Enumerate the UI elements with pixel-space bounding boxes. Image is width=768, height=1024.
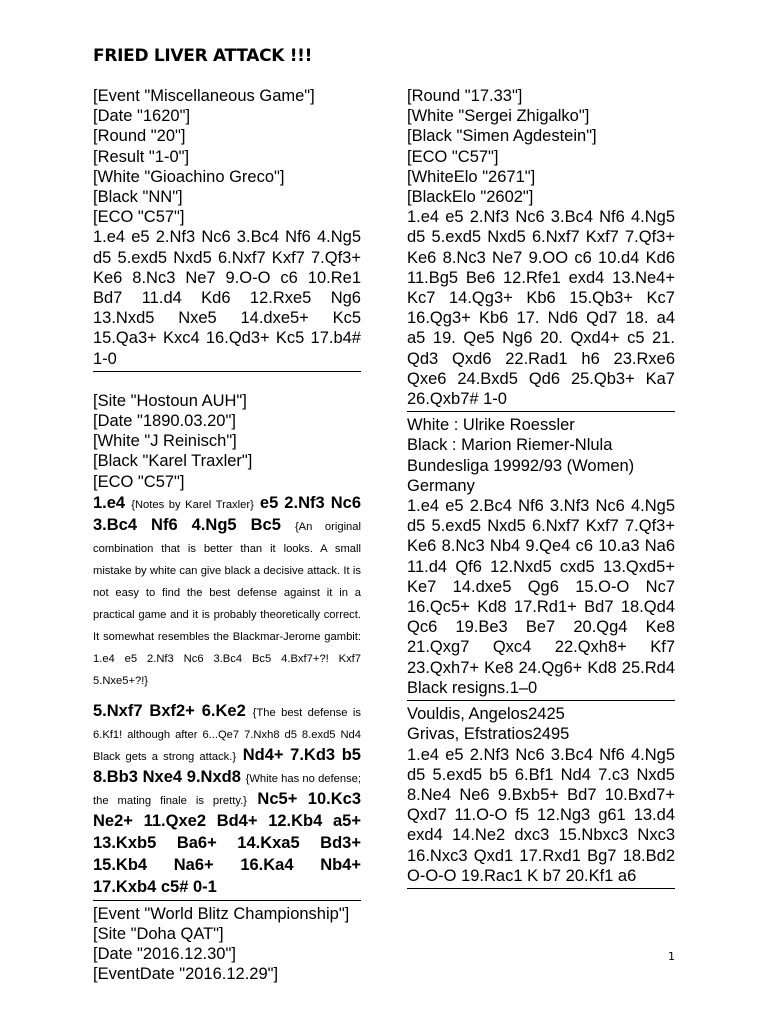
pgn-header: [BlackElo "2602"] <box>407 188 534 207</box>
pgn-header: [ECO "C57"] <box>93 472 185 491</box>
pgn-header: [ECO "C57"] <box>407 147 499 166</box>
divider <box>407 411 675 412</box>
game1-headers <box>93 86 361 227</box>
divider <box>407 888 675 889</box>
pgn-header: [Site "Hostoun AUH"] <box>93 391 247 410</box>
game2-note: {White has no defense; the mating finale is pretty.} <box>93 772 361 807</box>
divider <box>93 900 361 901</box>
right-column <box>407 86 675 892</box>
game2-moves: Nd4+ 7.Kd3 b5 8.Bb3 Nxe4 9.Nxd8 <box>93 745 361 786</box>
pgn-header: [Black "Karel Traxler"] <box>93 452 253 471</box>
game1-moves: 1.e4 e5 2.Nf3 Nc6 3.Bc4 Nf6 4.Ng5 d5 5.exd5 Nxd5 6.Nxf7 Kxf7 7.Qf3+ Ke6 8.Nc3 Ne7 9.O-O c6 10.Re1 Bd7 11.d4 Kd6 12.Rxe5 Ng6 13.Nxd5 Nxe5 14.dxe5+ Kc5 15.Qa3+ Kxc4 16.Qd3+ Kc5 17.b4# 1-0 <box>93 228 361 368</box>
game2-annotated-moves-continued <box>93 700 361 898</box>
game5-moves: 1.e4 e5 2.Nf3 Nc6 3.Bc4 Nf6 4.Ng5 d5 5.exd5 b5 6.Bf1 Nd4 7.c3 Nxd5 8.Ne4 Ne6 9.Bxb5+ Bd7 10.Bxd7+ Qxd7 11.O-O f5 12.Ng3 g61 13.d4 exd4 14.Ne2 dxc3 15.Nbxc3 Nxc3 16.Nxc3 Qxd1 17.Rxd1 Bg7 18.Bd2 O-O-O 19.Rac1 K b7 20.Kf1 a6 <box>407 745 675 885</box>
game2-moves: 1.e4 <box>93 493 126 512</box>
pgn-header: [Date "2016.12.30"] <box>93 945 236 964</box>
divider <box>93 371 361 372</box>
game4-moves: 1.e4 e5 2.Bc4 Nf6 3.Nf3 Nc6 4.Ng5 d5 5.exd5 Nxd5 6.Nxf7 Kxf7 7.Qf3+ Ke6 8.Nc3 Nb4 9.Qe4 c6 10.a3 Na6 11.d4 Qf6 12.Nxd5 cxd5 13.Qxd5+ Ke7 14.dxe5 Qg6 15.O-O Nc7 16.Qc5+ Kd8 17.Rd1+ Bd7 18.Qd4 Qc6 19.Be3 Be7 20.Qg4 Ke8 21.Qxg7 Qxc4 22.Qxh8+ Kf7 23.Qxh7+ Ke8 24.Qg6+ Kd8 25.Rd4 Black resigns.1–0 <box>407 497 675 697</box>
game2-moves: Nc5+ 10.Kc3 Ne2+ 11.Qxe2 Bd4+ 12.Kb4 a5+ 13.Kxb5 Ba6+ 14.Kxa5 Bd3+ 15.Kb4 Na6+ 16.Ka4 Nb4+ 17.Kxb4 c5# 0-1 <box>93 789 362 896</box>
left-column <box>93 86 361 985</box>
page-title: FRIED LIVER ATTACK !!! <box>93 46 313 66</box>
game2-headers <box>93 391 361 492</box>
game4-header: White : Ulrike Roessler <box>407 416 575 435</box>
pgn-header: [Event "Miscellaneous Game"] <box>93 87 315 105</box>
game2-moves: 5.Nxf7 Bxf2+ 6.Ke2 <box>93 701 246 720</box>
page-number: 1 <box>668 950 675 963</box>
pgn-header: [WhiteElo "2671"] <box>407 167 536 186</box>
pgn-header: [White "J Reinisch"] <box>93 432 237 451</box>
game4-header: Germany <box>407 476 475 495</box>
game3-moves: 1.e4 e5 2.Nf3 Nc6 3.Bc4 Nf6 4.Ng5 d5 5.exd5 Nxd5 6.Nxf7 Kxf7 7.Qf3+ Ke6 8.Nc3 Ne7 9.OO c6 10.d4 Kd6 11.Bg5 Be6 12.Rfe1 exd4 13.Ne4+ Kc7 14.Qg3+ Kb6 15.Qb3+ Kc7 16.Qg3+ Kb6 17. Nd6 Qd7 18. a4 a5 19. Qe5 Ng6 20. Qxd4+ c5 21. Qd3 Qxd6 22.Rad1 h6 23.Rxe6 Qxe6 24.Bxd5 Qd6 25.Qb3+ Ka7 26.Qxb7# 1-0 <box>407 208 675 409</box>
divider <box>407 700 675 701</box>
game2-moves: e5 2.Nf3 Nc6 3.Bc4 Nf6 4.Ng5 Bc5 <box>93 493 361 534</box>
game2-note: {An original combination that is better than it looks. A small mistake by white can give black a decisive attack. It is not easy to find the best defense against it in a practical game and it is probably theoretically correct. It somewhat resembles the Blackmar-Jerome gambit: 1.e4 e5 2.Nf3 Nc6 3.Bc4 Bc5 4.Bxf7+?! Kxf7 5.Nxe5+?!} <box>93 520 361 687</box>
pgn-header: [Black "Simen Agdestein"] <box>407 127 597 146</box>
game3-event-header: [Event "World Blitz Championship"] <box>93 904 350 923</box>
game5-header: Vouldis, Angelos2425 <box>407 705 565 724</box>
pgn-header: [Date "1890.03.20"] <box>93 412 236 431</box>
game2-annotated-moves <box>93 492 361 690</box>
pgn-header: [EventDate "2016.12.29"] <box>93 965 279 984</box>
game2-note: {Notes by Karel Traxler} <box>131 498 254 511</box>
pgn-header: [Round "20"] <box>93 127 186 146</box>
pgn-header: [Black "NN"] <box>93 188 183 207</box>
game4-header: Black : Marion Riemer-Nlula <box>407 436 613 455</box>
pgn-header: [White "Sergei Zhigalko"] <box>407 107 590 126</box>
pgn-header: [Round "17.33"] <box>407 87 523 105</box>
pgn-header: [White "Gioachino Greco"] <box>93 167 285 186</box>
pgn-header: [Site "Doha QAT"] <box>93 925 224 944</box>
pgn-header: [Date "1620"] <box>93 107 191 126</box>
game4-header: Bundesliga 19992/93 (Women) <box>407 456 635 475</box>
game2-note: {The best defense is 6.Kf1! although after 6...Qe7 7.Nxh8 d5 8.exd5 Nd4 Black gets a strong attack.} <box>93 706 361 763</box>
pgn-header: [Result "1-0"] <box>93 147 190 166</box>
pgn-header: [ECO "C57"] <box>93 208 185 227</box>
game5-header: Grivas, Efstratios2495 <box>407 725 570 744</box>
